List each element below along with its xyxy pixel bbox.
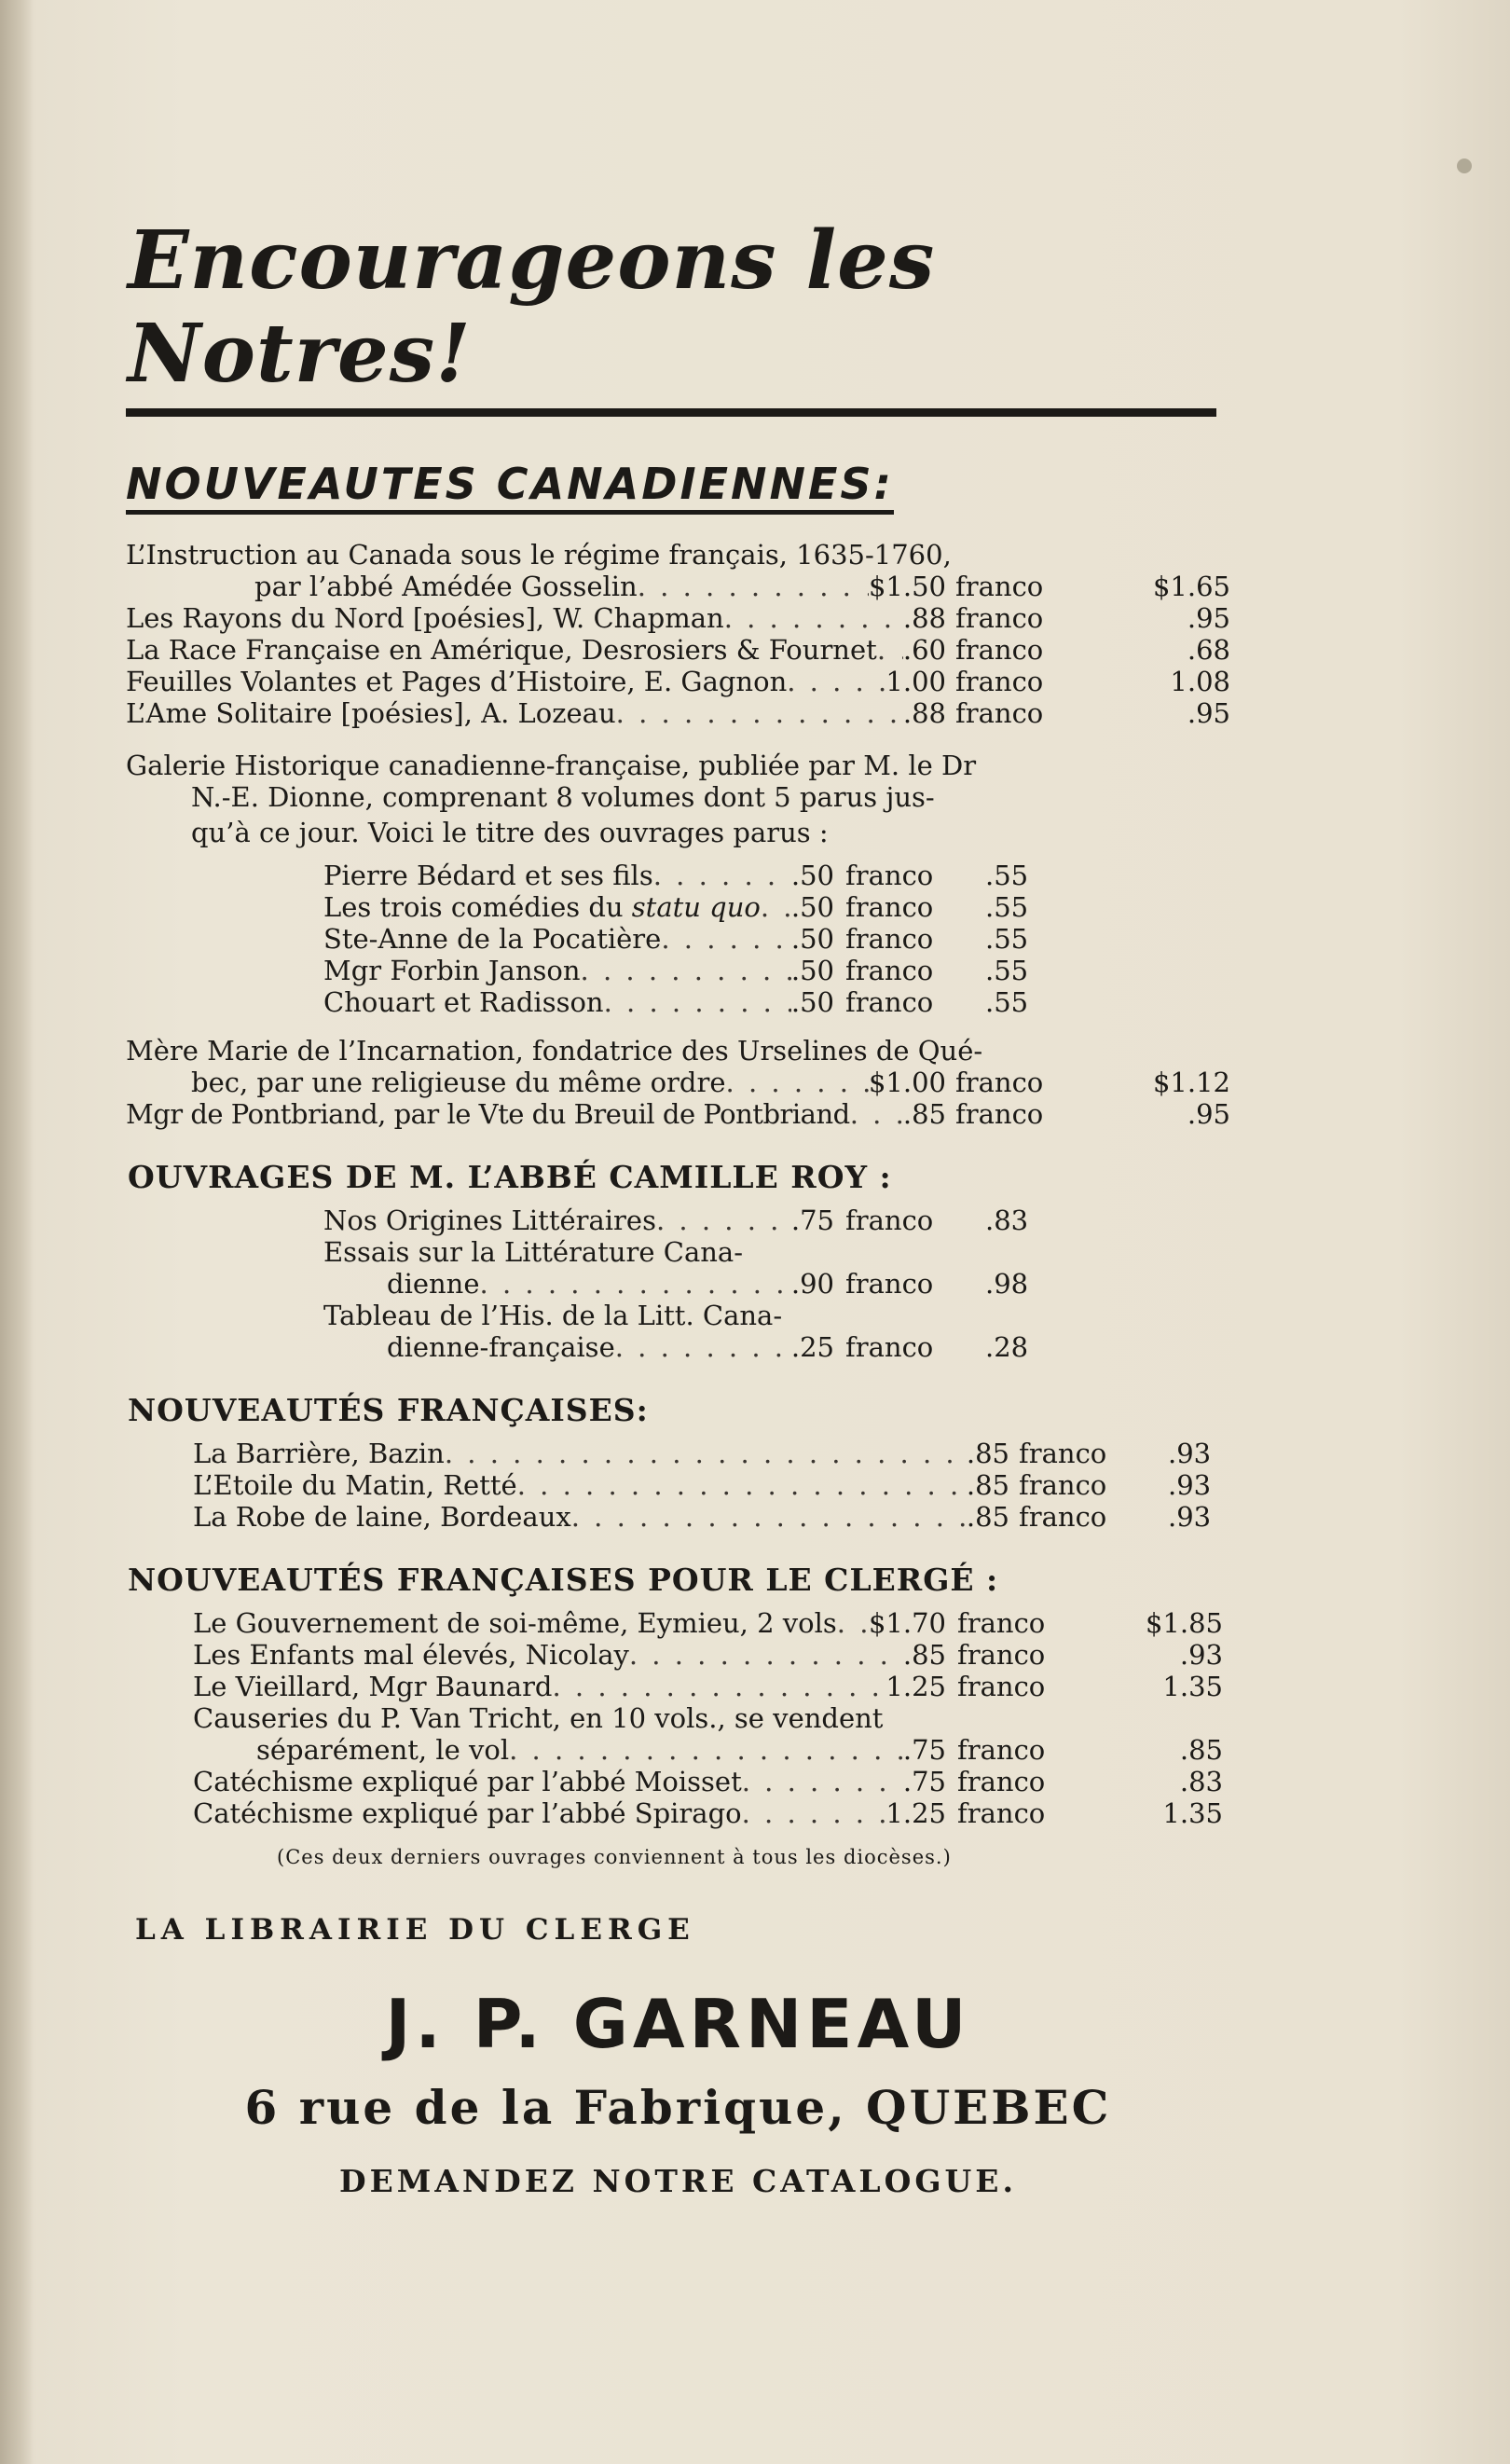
publisher-name: J. P. GARNEAU xyxy=(385,1985,971,2063)
leader-dots xyxy=(480,1268,791,1300)
franco-label: franco xyxy=(955,571,1044,602)
book-row xyxy=(126,1098,1230,1130)
franco-label: franco xyxy=(957,1766,1046,1797)
price: .85 xyxy=(966,1501,1009,1533)
book-title: Les Enfants mal élevés, Nicolay xyxy=(193,1639,629,1671)
volume-title: Chouart et Radisson xyxy=(323,986,604,1018)
franco-price: .93 xyxy=(1168,1438,1212,1469)
book-row xyxy=(126,602,1230,634)
franco-price: 1.08 xyxy=(1170,666,1230,697)
book-author: bec, par une religieuse du même ordre xyxy=(191,1067,726,1098)
price: .50 xyxy=(790,955,834,986)
book-title: La Race Française en Amérique, Desrosiers & Fournet xyxy=(126,634,877,666)
price: .85 xyxy=(902,1639,946,1671)
book-row xyxy=(193,1734,1230,1766)
page-title: Encourageons les Notres! xyxy=(128,213,936,401)
franco-price: $1.12 xyxy=(1152,1067,1230,1098)
franco-label: franco xyxy=(845,1331,934,1363)
leader-dots xyxy=(615,1331,791,1363)
book-title: Les Rayons du Nord [poésies], W. Chapman xyxy=(126,602,724,634)
book-title: Mère Marie de l’Incarnation, fondatrice des Urselines de Qué- xyxy=(126,1035,983,1067)
book-title: La Barrière, Bazin xyxy=(193,1438,445,1469)
book-title: Le Gouvernement de soi-même, Eymieu, 2 vols xyxy=(193,1607,837,1639)
book-row xyxy=(126,697,1230,729)
price: 1.25 xyxy=(885,1797,946,1829)
franco-price: .95 xyxy=(1187,602,1230,634)
franco-price: .93 xyxy=(1168,1501,1212,1533)
franco-label: franco xyxy=(955,634,1044,666)
franco-price: .95 xyxy=(1187,697,1230,729)
footnote: (Ces deux derniers ouvrages conviennent à tous les diocèses.) xyxy=(277,1846,952,1868)
price: .75 xyxy=(902,1734,946,1766)
book-row xyxy=(193,1607,1230,1639)
franco-label: franco xyxy=(955,666,1044,697)
section-heading: NOUVEAUTES CANADIENNES: xyxy=(126,458,894,515)
galerie-line: Galerie Historique canadienne-française, publiée par M. le Dr xyxy=(126,750,977,781)
franco-price: .95 xyxy=(1187,1098,1230,1130)
volume-title: Pierre Bédard et ses fils xyxy=(323,860,653,891)
franco-label: franco xyxy=(955,1098,1044,1130)
librairie-label: LA LIBRAIRIE DU CLERGE xyxy=(135,1913,695,1947)
book-title: Causeries du P. Van Tricht, en 10 vols., se vendent xyxy=(193,1702,884,1734)
leader-dots xyxy=(571,1501,967,1533)
price: .60 xyxy=(902,634,946,666)
book-title: Mgr de Pontbriand, par le Vte du Breuil de Pontbriand xyxy=(126,1098,850,1130)
section-heading: NOUVEAUTÉS FRANÇAISES: xyxy=(128,1392,649,1428)
section-clerge xyxy=(126,1561,1230,1868)
franco-price: .93 xyxy=(1179,1639,1223,1671)
leader-dots xyxy=(604,986,791,1018)
leader-dots xyxy=(724,602,903,634)
book-list xyxy=(126,539,1230,729)
paper-speck xyxy=(1457,158,1472,173)
franco-label: franco xyxy=(845,1268,934,1300)
franco-price: .83 xyxy=(985,1204,1029,1236)
book-title: L’Instruction au Canada sous le régime français, 1635-1760, xyxy=(126,539,952,571)
catalog-request: DEMANDEZ NOTRE CATALOGUE. xyxy=(339,2163,1017,2199)
franco-price: .55 xyxy=(985,891,1029,923)
franco-price: .55 xyxy=(985,923,1029,955)
price: .75 xyxy=(790,1204,834,1236)
volume-row xyxy=(323,891,1230,923)
price: .85 xyxy=(966,1469,1009,1501)
italic-phrase: statu quo xyxy=(631,891,761,923)
price: .50 xyxy=(790,891,834,923)
mere-marie-entry xyxy=(126,1035,1230,1130)
franco-label: franco xyxy=(1019,1469,1107,1501)
book-title: La Robe de laine, Bordeaux xyxy=(193,1501,571,1533)
franco-label: franco xyxy=(955,1067,1044,1098)
section-camille-roy xyxy=(126,1158,1230,1363)
franco-label: franco xyxy=(845,1204,934,1236)
franco-label: franco xyxy=(845,955,934,986)
book-row xyxy=(193,1469,1230,1501)
leader-dots xyxy=(656,1204,791,1236)
volume-title: Ste-Anne de la Pocatière xyxy=(323,923,662,955)
leader-dots xyxy=(787,666,885,697)
galerie-line: qu’à ce jour. Voici le titre des ouvrages parus : xyxy=(191,817,829,848)
franco-price: .85 xyxy=(1179,1734,1223,1766)
book-title-cont: dienne-française xyxy=(387,1331,615,1363)
book-title: Le Vieillard, Mgr Baunard xyxy=(193,1671,553,1702)
franco-label: franco xyxy=(957,1734,1046,1766)
advertisement xyxy=(126,214,1230,2199)
volume-row xyxy=(323,923,1230,955)
franco-label: franco xyxy=(845,923,934,955)
franco-label: franco xyxy=(845,986,934,1018)
book-row xyxy=(193,1438,1230,1469)
franco-label: franco xyxy=(957,1639,1046,1671)
book-title: L’Etoile du Matin, Retté xyxy=(193,1469,517,1501)
book-author: par l’abbé Amédée Gosselin xyxy=(254,571,638,602)
franco-label: franco xyxy=(1019,1501,1107,1533)
leader-dots xyxy=(553,1671,886,1702)
leader-dots xyxy=(726,1067,869,1098)
franco-label: franco xyxy=(955,602,1044,634)
price: .90 xyxy=(790,1268,834,1300)
book-row xyxy=(323,1268,1230,1300)
title-rule xyxy=(126,408,1216,417)
book-row xyxy=(126,571,1230,602)
franco-label: franco xyxy=(845,860,934,891)
book-row xyxy=(323,1331,1230,1363)
book-title: Feuilles Volantes et Pages d’Histoire, E. Gagnon xyxy=(126,666,788,697)
franco-price: .55 xyxy=(985,955,1029,986)
book-row xyxy=(193,1797,1230,1829)
price: 1.25 xyxy=(885,1671,946,1702)
franco-label: franco xyxy=(845,891,934,923)
leader-dots xyxy=(661,923,791,955)
price: .50 xyxy=(790,986,834,1018)
franco-price: .55 xyxy=(985,860,1029,891)
book-title: Catéchisme expliqué par l’abbé Moisset xyxy=(193,1766,742,1797)
book-row xyxy=(126,634,1230,666)
book-row xyxy=(126,1067,1230,1098)
galerie-historique xyxy=(126,750,1230,1018)
price: $1.50 xyxy=(868,571,946,602)
book-row xyxy=(193,1766,1230,1797)
price: .50 xyxy=(790,923,834,955)
leader-dots xyxy=(742,1766,903,1797)
franco-price: 1.35 xyxy=(1162,1671,1223,1702)
franco-price: .55 xyxy=(985,986,1029,1018)
leader-dots xyxy=(850,1098,903,1130)
book-title: L’Ame Solitaire [poésies], A. Lozeau xyxy=(126,697,616,729)
leader-dots xyxy=(638,571,869,602)
section-nouveautes-francaises xyxy=(126,1391,1230,1533)
publisher-address: 6 rue de la Fabrique, QUEBEC xyxy=(244,2080,1112,2135)
book-row xyxy=(193,1639,1230,1671)
roy-book-list xyxy=(126,1204,1230,1363)
franco-price: $1.65 xyxy=(1152,571,1230,602)
price: .75 xyxy=(902,1766,946,1797)
price: $1.00 xyxy=(868,1067,946,1098)
volume-row xyxy=(323,955,1230,986)
franco-price: 1.35 xyxy=(1162,1797,1223,1829)
leader-dots xyxy=(509,1734,903,1766)
binding-shadow xyxy=(0,0,34,2464)
leader-dots xyxy=(517,1469,967,1501)
galerie-volume-list xyxy=(126,860,1230,1018)
volume-row xyxy=(323,860,1230,891)
volume-row xyxy=(323,986,1230,1018)
franco-label: franco xyxy=(957,1671,1046,1702)
book-title-cont: dienne xyxy=(387,1268,480,1300)
book-title: Tableau de l’His. de la Litt. Cana- xyxy=(323,1300,783,1331)
volume-title: Les trois comédies du statu quo xyxy=(323,891,761,923)
franco-price: .93 xyxy=(1168,1469,1212,1501)
price: .25 xyxy=(790,1331,834,1363)
volume-title: Mgr Forbin Janson xyxy=(323,955,581,986)
franco-price: .83 xyxy=(1179,1766,1223,1797)
section-nouveautes-canadiennes xyxy=(126,417,1230,729)
franco-label: franco xyxy=(957,1607,1046,1639)
price: .88 xyxy=(902,697,946,729)
franco-label: franco xyxy=(957,1797,1046,1829)
leader-dots xyxy=(616,697,903,729)
price: .50 xyxy=(790,860,834,891)
leader-dots xyxy=(581,955,791,986)
price: $1.70 xyxy=(868,1607,946,1639)
section-heading: NOUVEAUTÉS FRANÇAISES POUR LE CLERGÉ : xyxy=(128,1562,999,1598)
book-title-cont: séparément, le vol xyxy=(256,1734,510,1766)
book-row xyxy=(193,1671,1230,1702)
book-row xyxy=(126,666,1230,697)
leader-dots xyxy=(761,891,791,923)
leader-dots xyxy=(742,1797,886,1829)
clerge-book-list xyxy=(126,1607,1230,1829)
price: .85 xyxy=(966,1438,1009,1469)
section-heading: OUVRAGES DE M. L’ABBÉ CAMILLE ROY : xyxy=(128,1159,892,1195)
leader-dots xyxy=(629,1639,903,1671)
book-title: Nos Origines Littéraires xyxy=(323,1204,656,1236)
franco-price: .68 xyxy=(1187,634,1230,666)
leader-dots xyxy=(877,634,903,666)
leader-dots xyxy=(445,1438,967,1469)
book-row xyxy=(193,1501,1230,1533)
franco-price: .98 xyxy=(985,1268,1029,1300)
book-title: Essais sur la Littérature Cana- xyxy=(323,1236,743,1268)
leader-dots xyxy=(653,860,791,891)
galerie-line: N.-E. Dionne, comprenant 8 volumes dont 5 parus jus- xyxy=(191,781,935,813)
franco-label: franco xyxy=(1019,1438,1107,1469)
leader-dots xyxy=(837,1607,869,1639)
price: .88 xyxy=(902,602,946,634)
nf-book-list xyxy=(126,1438,1230,1533)
franco-label: franco xyxy=(955,697,1044,729)
price: 1.00 xyxy=(885,666,946,697)
book-title: Catéchisme expliqué par l’abbé Spirago xyxy=(193,1797,742,1829)
franco-price: $1.85 xyxy=(1145,1607,1223,1639)
franco-price: .28 xyxy=(985,1331,1029,1363)
price: .85 xyxy=(902,1098,946,1130)
book-row xyxy=(323,1204,1230,1236)
